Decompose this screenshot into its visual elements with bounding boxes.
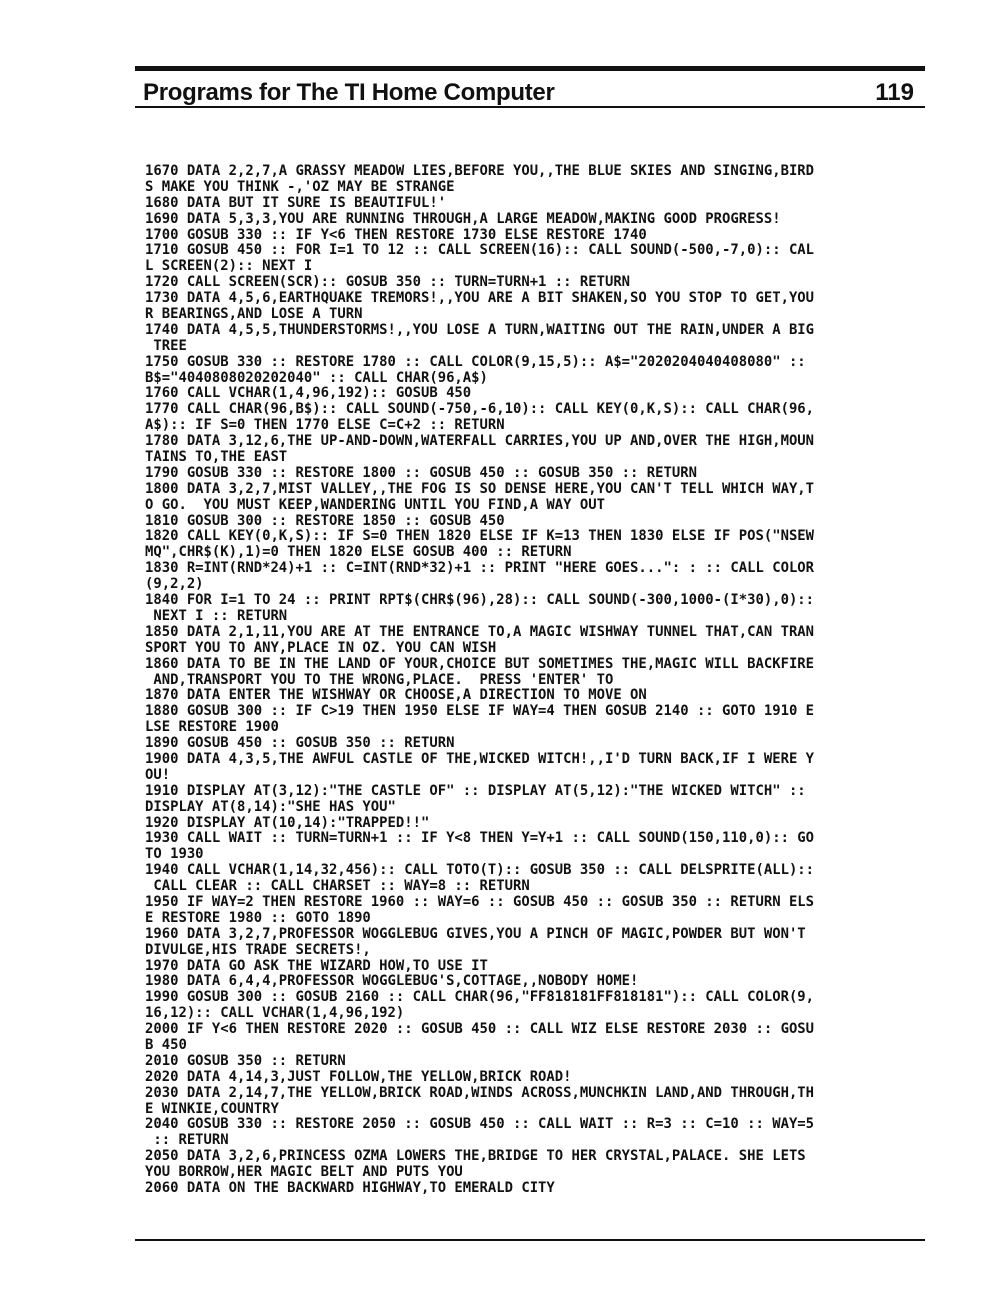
- listing-line: OU!: [145, 766, 171, 783]
- listing-line: 1890 GOSUB 450 :: GOSUB 350 :: RETURN: [145, 735, 455, 752]
- listing-line: 1840 FOR I=1 TO 24 :: PRINT RPT$(CHR$(96),28):: CALL SOUND(-300,1000-(I*30),0)::: [145, 592, 815, 609]
- listing-line: 1930 CALL WAIT :: TURN=TURN+1 :: IF Y<8 THEN Y=Y+1 :: CALL SOUND(150,110,0):: GO: [145, 830, 815, 847]
- listing-line: 1680 DATA BUT IT SURE IS BEAUTIFUL!': [145, 194, 447, 211]
- listing-line: 2010 GOSUB 350 :: RETURN: [145, 1052, 346, 1069]
- listing-line: AND,TRANSPORT YOU TO THE WRONG,PLACE. PRESS 'ENTER' TO: [145, 671, 614, 688]
- listing-line: 1710 GOSUB 450 :: FOR I=1 TO 12 :: CALL SCREEN(16):: CALL SOUND(-500,-7,0):: CAL: [145, 242, 815, 259]
- listing-line: 16,12):: CALL VCHAR(1,4,96,192): [145, 1005, 405, 1022]
- listing-line: 1900 DATA 4,3,5,THE AWFUL CASTLE OF THE,WICKED WITCH!,,I'D TURN BACK,IF I WERE Y: [145, 750, 815, 767]
- listing-line: B 450: [145, 1036, 187, 1053]
- listing-line: TO 1930: [145, 846, 204, 863]
- running-header-title: Programs for The TI Home Computer: [143, 79, 555, 106]
- listing-line: NEXT I :: RETURN: [145, 607, 288, 624]
- listing-line: 1920 DISPLAY AT(10,14):"TRAPPED!!": [145, 814, 430, 831]
- listing-line: CALL CLEAR :: CALL CHARSET :: WAY=8 :: RETURN: [145, 878, 530, 895]
- listing-line: 1760 CALL VCHAR(1,4,96,192):: GOSUB 450: [145, 385, 472, 402]
- listing-line: 1940 CALL VCHAR(1,14,32,456):: CALL TOTO(T):: GOSUB 350 :: CALL DELSPRITE(ALL)::: [145, 862, 815, 879]
- listing-line: 2040 GOSUB 330 :: RESTORE 2050 :: GOSUB 450 :: CALL WAIT :: R=3 :: C=10 :: WAY=5: [145, 1116, 815, 1133]
- listing-line: R BEARINGS,AND LOSE A TURN: [145, 306, 363, 323]
- listing-line: 1690 DATA 5,3,3,YOU ARE RUNNING THROUGH,A LARGE MEADOW,MAKING GOOD PROGRESS!: [145, 210, 781, 227]
- listing-line: TREE: [145, 337, 187, 354]
- listing-line: 1770 CALL CHAR(96,B$):: CALL SOUND(-750,-6,10):: CALL KEY(0,K,S):: CALL CHAR(96,: [145, 401, 815, 418]
- listing-line: 2030 DATA 2,14,7,THE YELLOW,BRICK ROAD,WINDS ACROSS,MUNCHKIN LAND,AND THROUGH,TH: [145, 1084, 815, 1101]
- listing-line: 2000 IF Y<6 THEN RESTORE 2020 :: GOSUB 450 :: CALL WIZ ELSE RESTORE 2030 :: GOSU: [145, 1021, 815, 1038]
- listing-line: 1860 DATA TO BE IN THE LAND OF YOUR,CHOICE BUT SOMETIMES THE,MAGIC WILL BACKFIRE: [145, 655, 815, 672]
- program-listing: [145, 164, 925, 1197]
- listing-line: L SCREEN(2):: NEXT I: [145, 258, 313, 275]
- listing-line: MQ",CHR$(K),1)=0 THEN 1820 ELSE GOSUB 400 :: RETURN: [145, 544, 572, 561]
- listing-line: 1810 GOSUB 300 :: RESTORE 1850 :: GOSUB 450: [145, 512, 505, 529]
- listing-line: (9,2,2): [145, 576, 204, 593]
- listing-line: 1910 DISPLAY AT(3,12):"THE CASTLE OF" :: DISPLAY AT(5,12):"THE WICKED WITCH" ::: [145, 782, 806, 799]
- listing-line: 1880 GOSUB 300 :: IF C>19 THEN 1950 ELSE IF WAY=4 THEN GOSUB 2140 :: GOTO 1910 E: [145, 703, 815, 720]
- listing-line: 1790 GOSUB 330 :: RESTORE 1800 :: GOSUB 450 :: GOSUB 350 :: RETURN: [145, 464, 697, 481]
- listing-line: A$):: IF S=0 THEN 1770 ELSE C=C+2 :: RETURN: [145, 417, 505, 434]
- listing-line: 1820 CALL KEY(0,K,S):: IF S=0 THEN 1820 ELSE IF K=13 THEN 1830 ELSE IF POS("NSEW: [145, 528, 815, 545]
- footer-rule: [135, 1239, 925, 1241]
- listing-line: 1850 DATA 2,1,11,YOU ARE AT THE ENTRANCE TO,A MAGIC WISHWAY TUNNEL THAT,CAN TRAN: [145, 623, 815, 640]
- listing-line: DISPLAY AT(8,14):"SHE HAS YOU": [145, 798, 396, 815]
- listing-line: 1990 GOSUB 300 :: GOSUB 2160 :: CALL CHAR(96,"FF818181FF818181"):: CALL COLOR(9,: [145, 989, 815, 1006]
- listing-line: SPORT YOU TO ANY,PLACE IN OZ. YOU CAN WISH: [145, 639, 497, 656]
- listing-line: 1670 DATA 2,2,7,A GRASSY MEADOW LIES,BEFORE YOU,,THE BLUE SKIES AND SINGING,BIRD: [145, 163, 815, 179]
- header-underline-rule: [135, 106, 925, 108]
- page-number: 119: [875, 79, 914, 106]
- listing-line: 1750 GOSUB 330 :: RESTORE 1780 :: CALL COLOR(9,15,5):: A$="2020204040408080" ::: [145, 353, 806, 370]
- listing-line: LSE RESTORE 1900: [145, 719, 279, 736]
- listing-line: 1780 DATA 3,12,6,THE UP-AND-DOWN,WATERFALL CARRIES,YOU UP AND,OVER THE HIGH,MOUN: [145, 433, 815, 450]
- listing-line: 1730 DATA 4,5,6,EARTHQUAKE TREMORS!,,YOU ARE A BIT SHAKEN,SO YOU STOP TO GET,YOU: [145, 290, 815, 307]
- listing-line: :: RETURN: [145, 1132, 229, 1149]
- listing-line: 1800 DATA 3,2,7,MIST VALLEY,,THE FOG IS SO DENSE HERE,YOU CAN'T TELL WHICH WAY,T: [145, 480, 815, 497]
- listing-line: 1700 GOSUB 330 :: IF Y<6 THEN RESTORE 1730 ELSE RESTORE 1740: [145, 226, 647, 243]
- listing-line: 2020 DATA 4,14,3,JUST FOLLOW,THE YELLOW,BRICK ROAD!: [145, 1068, 572, 1085]
- listing-line: E WINKIE,COUNTRY: [145, 1100, 279, 1117]
- header-top-rule: [135, 66, 925, 71]
- listing-line: 1970 DATA GO ASK THE WIZARD HOW,TO USE IT: [145, 957, 488, 974]
- listing-line: TAINS TO,THE EAST: [145, 449, 288, 466]
- listing-line: 1740 DATA 4,5,5,THUNDERSTORMS!,,YOU LOSE A TURN,WAITING OUT THE RAIN,UNDER A BIG: [145, 321, 815, 338]
- listing-line: 2050 DATA 3,2,6,PRINCESS OZMA LOWERS THE,BRIDGE TO HER CRYSTAL,PALACE. SHE LETS: [145, 1148, 806, 1165]
- listing-line: 1720 CALL SCREEN(SCR):: GOSUB 350 :: TURN=TURN+1 :: RETURN: [145, 274, 631, 291]
- listing-line: 2060 DATA ON THE BACKWARD HIGHWAY,TO EMERALD CITY: [145, 1180, 555, 1196]
- listing-line: DIVULGE,HIS TRADE SECRETS!,: [145, 941, 371, 958]
- listing-line: 1960 DATA 3,2,7,PROFESSOR WOGGLEBUG GIVES,YOU A PINCH OF MAGIC,POWDER BUT WON'T: [145, 925, 806, 942]
- listing-line: 1950 IF WAY=2 THEN RESTORE 1960 :: WAY=6 :: GOSUB 450 :: GOSUB 350 :: RETURN ELS: [145, 893, 815, 910]
- listing-line: O GO. YOU MUST KEEP,WANDERING UNTIL YOU FIND,A WAY OUT: [145, 496, 605, 513]
- listing-line: YOU BORROW,HER MAGIC BELT AND PUTS YOU: [145, 1164, 463, 1181]
- listing-line: 1830 R=INT(RND*24)+1 :: C=INT(RND*32)+1 :: PRINT "HERE GOES...": : :: CALL COLOR: [145, 560, 815, 577]
- listing-line: E RESTORE 1980 :: GOTO 1890: [145, 909, 371, 926]
- listing-line: 1980 DATA 6,4,4,PROFESSOR WOGGLEBUG'S,COTTAGE,,NOBODY HOME!: [145, 973, 639, 990]
- listing-line: S MAKE YOU THINK -,'OZ MAY BE STRANGE: [145, 178, 455, 195]
- listing-line: 1870 DATA ENTER THE WISHWAY OR CHOOSE,A DIRECTION TO MOVE ON: [145, 687, 647, 704]
- listing-line: B$="4040808020202040" :: CALL CHAR(96,A$): [145, 369, 488, 386]
- running-header: [140, 78, 920, 108]
